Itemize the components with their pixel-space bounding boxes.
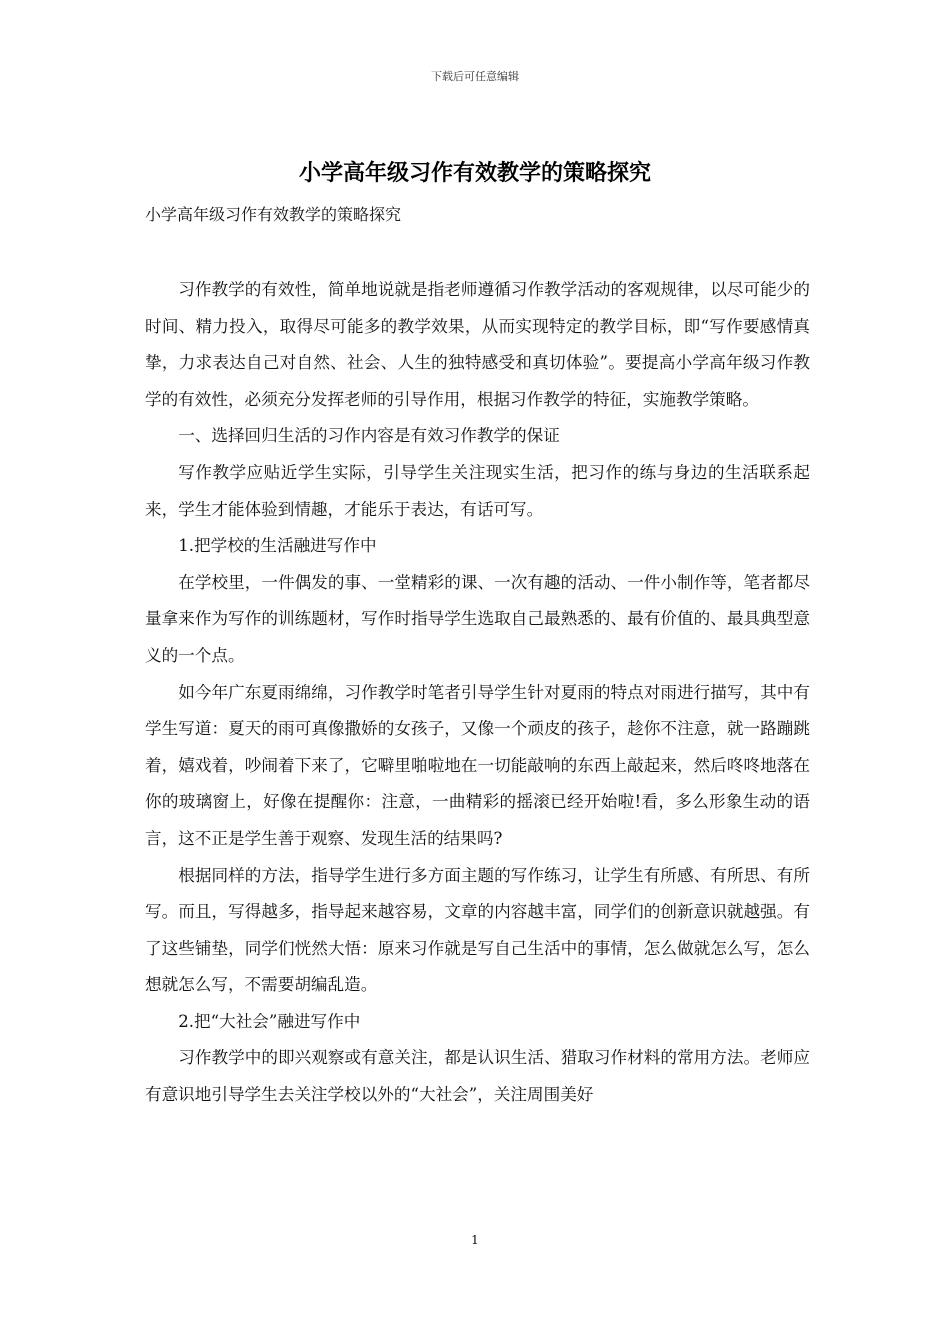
paragraph: 根据同样的方法，指导学生进行多方面主题的写作练习，让学生有所感、有所思、有所写。而且，写得越多，指导起来越容易，文章的内容越丰富，同学们的创新意识就越强。有了这些铺垫，同学们恍然大悟：原来习作就是写自己生活中的事情，怎么做就怎么写，怎么想就怎么写，不需要胡编乱造。 <box>145 865 810 995</box>
document-body <box>145 272 810 1114</box>
section-heading-1: 一、选择回归生活的习作内容是有效习作教学的保证 <box>178 426 560 446</box>
document-subtitle: 小学高年级习作有效教学的策略探究 <box>145 205 402 224</box>
paragraph: 在学校里，一件偶发的事、一堂精彩的课、一次有趣的活动、一件小制作等，笔者都尽量拿来作为写作的训练题材，写作时指导学生选取自己最熟悉的、最有价值的、最具典型意义的一个点。 <box>145 572 810 665</box>
document-title: 小学高年级习作有效教学的策略探究 <box>298 160 651 186</box>
page-number: 1 <box>471 1233 479 1247</box>
header-note: 下载后可任意编辑 <box>431 70 519 83</box>
subsection-heading-2: 2.把“大社会”融进写作中 <box>178 1011 361 1031</box>
paragraph: 习作教学中的即兴观察或有意关注，都是认识生活、猎取习作材料的常用方法。老师应有意识地引导学生去关注学校以外的“大社会”，关注周围美好 <box>145 1048 810 1105</box>
paragraph: 如今年广东夏雨绵绵，习作教学时笔者引导学生针对夏雨的特点对雨进行描写，其中有学生写道：夏天的雨可真像撒娇的女孩子，又像一个顽皮的孩子，趁你不注意，就一路蹦跳着，嬉戏着，吵闹着下来了，它噼里啪啦地在一切能敲响的东西上敲起来，然后咚咚地落在你的玻璃窗上，好像在提醒你：注意，一曲精彩的摇滚已经开始啦!看，多么形象生动的语言，这不正是学生善于观察、发现生活的结果吗? <box>145 682 810 848</box>
paragraph-intro: 习作教学的有效性，简单地说就是指老师遵循习作教学活动的客观规律，以尽可能少的时间、精力投入，取得尽可能多的教学效果，从而实现特定的教学目标，即“写作要感情真挚，力求表达自己对自然、社会、人生的独特感受和真切体验”。要提高小学高年级习作教学的有效性，必须充分发挥老师的引导作用，根据习作教学的特征，实施教学策略。 <box>145 280 810 409</box>
paragraph: 写作教学应贴近学生实际，引导学生关注现实生活，把习作的练与身边的生活联系起来，学生才能体验到情趣，才能乐于表达，有话可写。 <box>145 462 810 519</box>
subsection-heading-1: 1.把学校的生活融进写作中 <box>178 536 377 556</box>
